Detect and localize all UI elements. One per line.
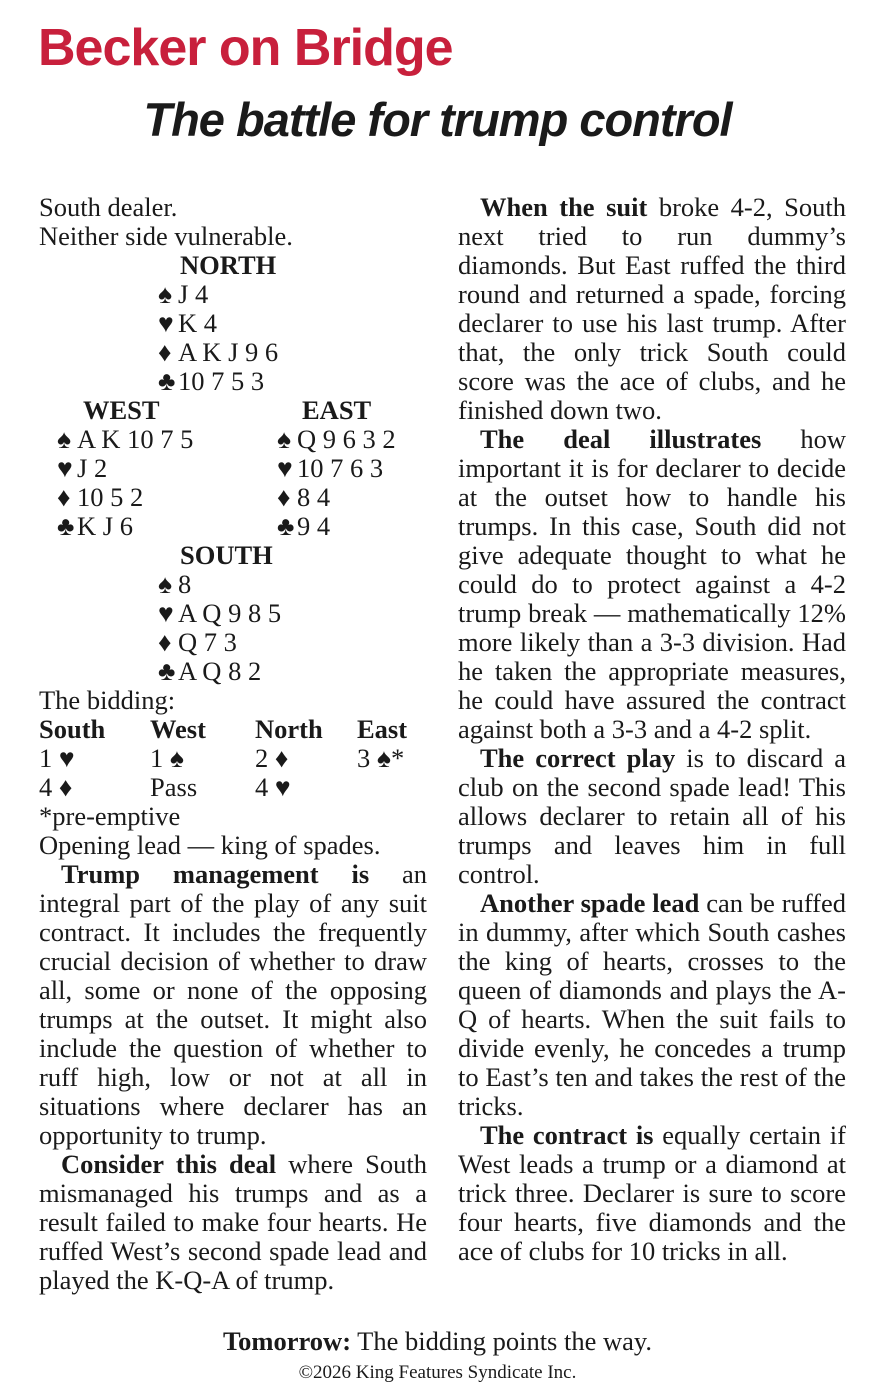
tomorrow-teaser [0, 1325, 875, 1357]
diamond-icon: ♦ [158, 627, 172, 657]
paragraph-text: broke 4-2, South next tried to run dummy’s diamonds. But East ruffed the third round and returned a spade, forcing declarer to use his last trump. After that, the only trick South could score was the ace of clubs, and he finished down two. [458, 192, 846, 425]
article-paragraph [458, 1121, 846, 1266]
vulnerability-line: Neither side vulnerable. [39, 221, 293, 251]
south-spades: 8 [178, 569, 192, 599]
west-hearts: J 2 [77, 453, 108, 483]
tomorrow-label: Tomorrow: [222, 1326, 352, 1356]
diamond-icon: ♦ [277, 482, 291, 512]
south-diamonds: Q 7 3 [178, 627, 237, 657]
heart-icon: ♥ [57, 453, 73, 483]
heart-icon: ♥ [277, 453, 293, 483]
paragraph-text: where South mismanaged his trumps and as a result failed to make four hearts. He ruffed West’s second spade lead and played the K-Q-A of trump. [39, 1149, 427, 1295]
bid-header-east: East [357, 714, 408, 744]
bid-cell: 3 ♠* [357, 743, 405, 773]
east-diamonds: 8 4 [297, 482, 331, 512]
bidding-note: *pre-emptive [39, 801, 181, 831]
article-paragraph [458, 425, 846, 744]
article-paragraph [39, 1150, 427, 1295]
headline: The battle for trump control [143, 93, 732, 146]
south-clubs: A Q 8 2 [178, 656, 262, 686]
bidding-title: The bidding: [39, 685, 176, 715]
paragraph-lead: When the suit [480, 192, 648, 222]
club-icon: ♣ [158, 366, 176, 396]
article-paragraph [458, 193, 846, 425]
dealer-line: South dealer. [39, 192, 178, 222]
spade-icon: ♠ [57, 424, 72, 454]
paragraph-lead: Trump management is [61, 859, 370, 889]
club-icon: ♣ [158, 656, 176, 686]
tomorrow-text: The bidding points the way. [351, 1326, 653, 1356]
opening-lead: Opening lead — king of spades. [39, 830, 381, 860]
north-hand [39, 251, 427, 396]
paragraph-text: is to discard a club on the second spade lead! This allows declarer to retain all of his trumps and leaves him in full control. [458, 743, 846, 889]
diamond-icon: ♦ [158, 337, 172, 367]
paragraph-lead: Another spade lead [480, 888, 700, 918]
diamond-icon: ♦ [57, 482, 71, 512]
east-label: EAST [302, 395, 372, 425]
north-diamonds: A K J 9 6 [178, 337, 279, 367]
spade-icon: ♠ [158, 279, 173, 309]
bid-header-north: North [255, 714, 323, 744]
west-diamonds: 10 5 2 [77, 482, 144, 512]
bid-cell: Pass [150, 772, 198, 802]
north-hearts: K 4 [178, 308, 218, 338]
east-spades: Q 9 6 3 2 [297, 424, 396, 454]
north-clubs: 10 7 5 3 [178, 366, 265, 396]
spade-icon: ♠ [277, 424, 292, 454]
paragraph-lead: The correct play [480, 743, 676, 773]
paragraph-text: how important it is for declarer to decide at the outset how to handle his trumps. In this case, South did not give adequate thought to what he could do to protect against a 4-2 trump break — mathematically 12% more likely than a 3-3 division. Had he taken the appropriate measures, he could have assured the contract against both a 3-3 and a 4-2 split. [458, 424, 846, 744]
article-paragraph [458, 889, 846, 1121]
north-label: NORTH [180, 250, 277, 280]
heart-icon: ♥ [158, 308, 174, 338]
east-clubs: 9 4 [297, 511, 331, 541]
right-column [458, 193, 846, 1266]
paragraph-lead: The contract is [480, 1120, 654, 1150]
west-east-hands [39, 396, 427, 541]
south-hearts: A Q 9 8 5 [178, 598, 282, 628]
paragraph-lead: The deal illustrates [480, 424, 762, 454]
club-icon: ♣ [277, 511, 295, 541]
bid-cell: 4 ♥ [255, 772, 291, 802]
bidding-table [39, 715, 427, 802]
article-paragraph [39, 860, 427, 1150]
east-hearts: 10 7 6 3 [297, 453, 384, 483]
bid-cell: 1 ♥ [39, 743, 75, 773]
paragraph-text: equally certain if West leads a trump or a diamond at trick three. Declarer is sure to score four hearts, five diamonds and the ace of clubs for 10 tricks in all. [458, 1120, 846, 1266]
west-label: WEST [83, 395, 160, 425]
left-column [39, 193, 427, 1295]
bid-cell: 1 ♠ [150, 743, 184, 773]
paragraph-lead: Consider this deal [61, 1149, 277, 1179]
south-label: SOUTH [180, 540, 273, 570]
bid-cell: 2 ♦ [255, 743, 289, 773]
paragraph-text: an integral part of the play of any suit contract. It includes the frequently crucial decision of whether to draw all, some or none of the opposing trumps at the outset. It might also include the question of whether to ruff high, low or not at all in situations where declarer has an opportunity to trump. [39, 859, 428, 1150]
spade-icon: ♠ [158, 569, 173, 599]
bid-header-south: South [39, 714, 106, 744]
south-hand [39, 541, 427, 686]
heart-icon: ♥ [158, 598, 174, 628]
club-icon: ♣ [57, 511, 75, 541]
paragraph-text: can be ruffed in dummy, after which South cashes the king of hearts, crosses to the queen of diamonds and plays the A-Q of hearts. When the suit fails to divide evenly, he concedes a trump to East’s ten and takes the rest of the tricks. [458, 888, 846, 1121]
west-spades: A K 10 7 5 [77, 424, 194, 454]
west-clubs: K J 6 [77, 511, 133, 541]
bid-header-west: West [150, 714, 206, 744]
article-paragraph [458, 744, 846, 889]
masthead: Becker on Bridge [38, 19, 453, 77]
bid-cell: 4 ♦ [39, 772, 73, 802]
north-spades: J 4 [178, 279, 209, 309]
copyright: ©2026 King Features Syndicate Inc. [298, 1362, 577, 1383]
